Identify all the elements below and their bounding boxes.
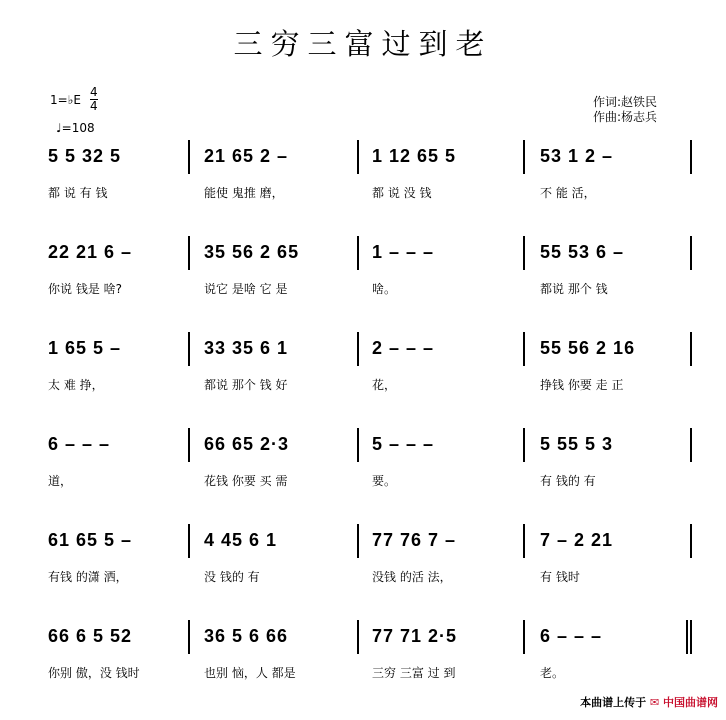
- lyric-line: 你别 傲，没 钱时: [48, 666, 140, 680]
- barline: [357, 236, 359, 270]
- barline: [188, 428, 190, 462]
- barline: [523, 524, 525, 558]
- time-signature: 4 4: [90, 85, 98, 113]
- tempo-marking: ♩=108: [56, 121, 95, 135]
- measure-notes: 6 – – –: [540, 626, 603, 646]
- barline: [523, 428, 525, 462]
- barline: [357, 620, 359, 654]
- lyric-line: 你说 钱是 啥?: [48, 282, 122, 296]
- barline: [690, 140, 692, 174]
- barline: [690, 236, 692, 270]
- measure-notes: 5 – – –: [372, 434, 435, 454]
- measure-notes: 1 – – –: [372, 242, 435, 262]
- measure-notes: 22 21 6 –: [48, 242, 133, 262]
- lyric-line: 不 能 活，: [540, 186, 596, 200]
- barline: [357, 140, 359, 174]
- lyric-line: 说它 是啥 它 是: [204, 282, 288, 296]
- measure-notes: 6 – – –: [48, 434, 111, 454]
- key-signature: 1=♭E: [50, 93, 81, 107]
- measure-notes: 5 5 32 5: [48, 146, 122, 166]
- barline: [523, 332, 525, 366]
- measure-notes: 2 – – –: [372, 338, 435, 358]
- measure-notes: 33 35 6 1: [204, 338, 289, 358]
- measure-notes: 1 65 5 –: [48, 338, 122, 358]
- lyric-line: 有 钱时: [540, 570, 580, 584]
- measure-notes: 66 65 2·3: [204, 434, 290, 454]
- lyric-line: 太 难 挣，: [48, 378, 104, 392]
- barline: [188, 332, 190, 366]
- barline: [357, 524, 359, 558]
- measure-notes: 4 45 6 1: [204, 530, 278, 550]
- measure-notes: 77 76 7 –: [372, 530, 457, 550]
- site-footer: 本曲谱上传于 ✉ 中国曲谱网: [580, 696, 718, 709]
- measure-notes: 66 6 5 52: [48, 626, 133, 646]
- barline: [690, 428, 692, 462]
- measure-notes: 5 55 5 3: [540, 434, 614, 454]
- measure-notes: 21 65 2 –: [204, 146, 289, 166]
- lyric-line: 没 钱的 有: [204, 570, 260, 584]
- lyricist-credit: 作词:赵铁民: [593, 95, 658, 109]
- barline: [690, 620, 692, 654]
- lyric-line: 要。: [372, 474, 397, 488]
- final-barline: [686, 620, 688, 654]
- barline: [357, 428, 359, 462]
- barline: [188, 236, 190, 270]
- barline: [523, 236, 525, 270]
- composer-credit: 作曲:杨志兵: [593, 110, 658, 124]
- lyric-line: 有钱 的潇 洒，: [48, 570, 128, 584]
- measure-notes: 53 1 2 –: [540, 146, 614, 166]
- lyric-line: 都说 那个 钱 好: [204, 378, 288, 392]
- lyric-line: 也别 恼，人 都是: [204, 666, 296, 680]
- measure-notes: 77 71 2·5: [372, 626, 458, 646]
- lyric-line: 能使 鬼推 磨，: [204, 186, 284, 200]
- lyric-line: 都 说 有 钱: [48, 186, 108, 200]
- measure-notes: 61 65 5 –: [48, 530, 133, 550]
- lyric-line: 啥。: [372, 282, 397, 296]
- lyric-line: 挣钱 你要 走 正: [540, 378, 624, 392]
- barline: [188, 140, 190, 174]
- lyric-line: 老。: [540, 666, 565, 680]
- measure-notes: 7 – 2 21: [540, 530, 614, 550]
- lyric-line: 没钱 的活 法，: [372, 570, 452, 584]
- lyric-line: 道，: [48, 474, 73, 488]
- measure-notes: 55 53 6 –: [540, 242, 625, 262]
- lyric-line: 花，: [372, 378, 397, 392]
- barline: [690, 524, 692, 558]
- song-title: 三穷三富过到老: [233, 27, 493, 61]
- barline: [188, 620, 190, 654]
- barline: [523, 140, 525, 174]
- lyric-line: 都 说 没 钱: [372, 186, 432, 200]
- measure-notes: 55 56 2 16: [540, 338, 636, 358]
- site-logo-icon: ✉: [649, 696, 660, 709]
- barline: [357, 332, 359, 366]
- lyric-line: 都说 那个 钱: [540, 282, 608, 296]
- barline: [690, 332, 692, 366]
- barline: [188, 524, 190, 558]
- measure-notes: 35 56 2 65: [204, 242, 300, 262]
- lyric-line: 花钱 你要 买 需: [204, 474, 288, 488]
- measure-notes: 1 12 65 5: [372, 146, 457, 166]
- barline: [523, 620, 525, 654]
- measure-notes: 36 5 6 66: [204, 626, 289, 646]
- lyric-line: 三穷 三富 过 到: [372, 666, 456, 680]
- lyric-line: 有 钱的 有: [540, 474, 596, 488]
